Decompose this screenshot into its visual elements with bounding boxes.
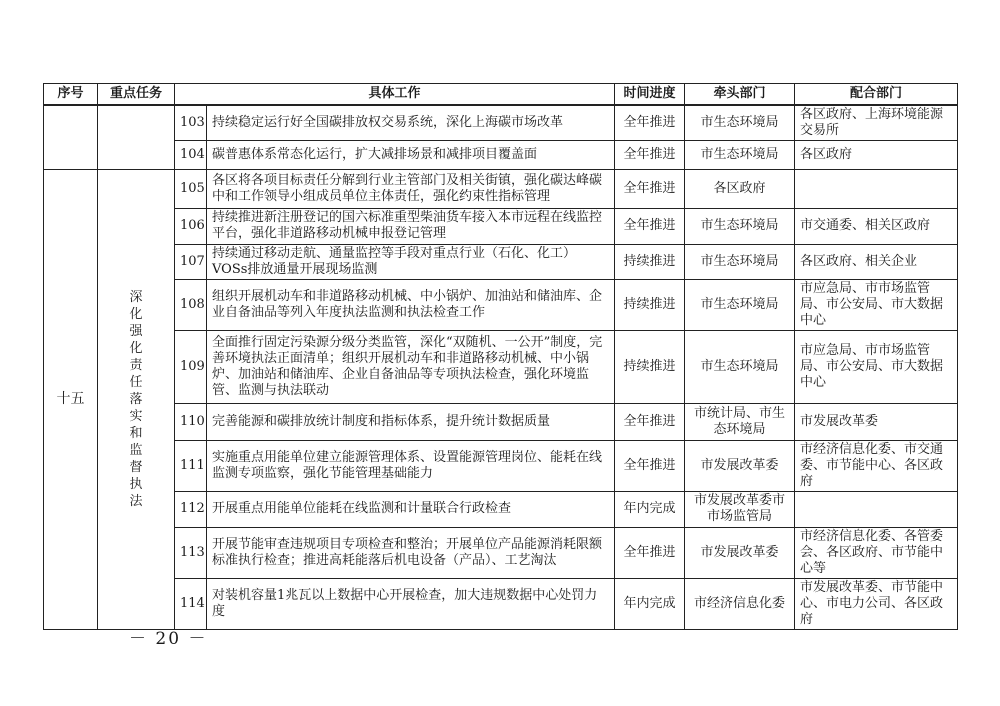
row-work: 组织开展机动车和非道路移动机械、中小锅炉、加油站和储油库、企业自备油品等列入年度执法监测和执法检查工作 — [207, 279, 615, 330]
row-id: 111 — [175, 440, 207, 491]
table-row — [44, 330, 958, 403]
row-id: 105 — [175, 169, 207, 208]
row-work: 开展重点用能单位能耗在线监测和计量联合行政检查 — [207, 491, 615, 527]
section-task — [98, 169, 175, 629]
table-row — [44, 578, 958, 629]
page-number: － 20 － — [129, 629, 208, 649]
row-work: 实施重点用能单位建立能源管理体系、设置能源管理岗位、能耗在线监测专项监察，强化节能管理基础能力 — [207, 440, 615, 491]
header-num: 序号 — [44, 84, 98, 105]
row-partner: 市发展改革委、市节能中心、市电力公司、各区政府 — [795, 578, 958, 629]
row-id: 104 — [175, 140, 207, 169]
row-time: 全年推进 — [615, 105, 685, 141]
header-task: 重点任务 — [98, 84, 175, 105]
row-partner: 各区政府、相关企业 — [795, 244, 958, 279]
row-work: 对装机容量1兆瓦以上数据中心开展检查，加大违规数据中心处罚力度 — [207, 578, 615, 629]
row-work: 持续推进新注册登记的国六标准重型柴油货车接入本市远程在线监控平台，强化非道路移动机械申报登记管理 — [207, 208, 615, 244]
row-id: 106 — [175, 208, 207, 244]
row-work: 全面推行固定污染源分级分类监管，深化“双随机、一公开”制度，完善环境执法正面清单；组织开展机动车和非道路移动机械、中小锅炉、加油站和储油库、企业自备油品等专项执法检查，强化环境监管、监测与执法联动 — [207, 330, 615, 403]
section-seq — [44, 169, 98, 629]
table-row — [44, 279, 958, 330]
row-id: 109 — [175, 330, 207, 403]
row-lead: 市生态环境局 — [685, 140, 795, 169]
row-partner: 市应急局、市市场监管局、市公安局、市大数据中心 — [795, 330, 958, 403]
row-time: 全年推进 — [615, 169, 685, 208]
task-cell-empty — [98, 105, 175, 170]
row-work: 完善能源和碳排放统计制度和指标体系，提升统计数据质量 — [207, 403, 615, 440]
row-lead: 市生态环境局 — [685, 279, 795, 330]
row-lead: 市生态环境局 — [685, 105, 795, 141]
row-time: 年内完成 — [615, 578, 685, 629]
table-row — [44, 244, 958, 279]
table-row — [44, 527, 958, 578]
table-row — [44, 491, 958, 527]
row-id: 107 — [175, 244, 207, 279]
row-id: 112 — [175, 491, 207, 527]
row-id: 113 — [175, 527, 207, 578]
row-lead: 市统计局、市生态环境局 — [685, 403, 795, 440]
section-seq-label: 十五 — [56, 390, 85, 407]
row-lead: 市生态环境局 — [685, 330, 795, 403]
row-partner: 市经济信息化委、各管委会、各区政府、市节能中心等 — [795, 527, 958, 578]
header-time: 时间进度 — [615, 84, 685, 105]
row-time: 持续推进 — [615, 279, 685, 330]
row-partner: 各区政府、上海环境能源交易所 — [795, 105, 958, 141]
table-row — [44, 140, 958, 169]
row-time: 持续推进 — [615, 330, 685, 403]
row-partner — [795, 169, 958, 208]
row-partner: 市应急局、市市场监管局、市公安局、市大数据中心 — [795, 279, 958, 330]
row-partner: 市交通委、相关区政府 — [795, 208, 958, 244]
row-time: 持续推进 — [615, 244, 685, 279]
row-lead: 市发展改革委 — [685, 527, 795, 578]
table-row — [44, 440, 958, 491]
seq-cell-empty — [44, 105, 98, 170]
row-partner: 市发展改革委 — [795, 403, 958, 440]
row-id: 108 — [175, 279, 207, 330]
row-time: 全年推进 — [615, 527, 685, 578]
row-partner: 各区政府 — [795, 140, 958, 169]
row-work: 持续通过移动走航、通量监控等手段对重点行业（石化、化工）VOSs排放通量开展现场监测 — [207, 244, 615, 279]
row-time: 全年推进 — [615, 403, 685, 440]
header-partner: 配合部门 — [795, 84, 958, 105]
row-id: 114 — [175, 578, 207, 629]
row-lead: 市发展改革委 — [685, 440, 795, 491]
row-lead: 市发展改革委市市场监管局 — [685, 491, 795, 527]
row-work: 持续稳定运行好全国碳排放权交易系统，深化上海碳市场改革 — [207, 105, 615, 141]
section-task-label: 深化强化责任落实和监督执法 — [129, 289, 143, 509]
row-time: 全年推进 — [615, 140, 685, 169]
row-id: 110 — [175, 403, 207, 440]
row-partner — [795, 491, 958, 527]
row-partner: 市经济信息化委、市交通委、市节能中心、各区政府 — [795, 440, 958, 491]
row-time: 全年推进 — [615, 440, 685, 491]
header-lead: 牵头部门 — [685, 84, 795, 105]
row-work: 各区将各项目标责任分解到行业主管部门及相关街镇，强化碳达峰碳中和工作领导小组成员单位主体责任，强化约束性指标管理 — [207, 169, 615, 208]
row-work: 开展节能审查违规项目专项检查和整治；开展单位产品能源消耗限额标准执行检查；推进高耗能落后机电设备（产品）、工艺淘汰 — [207, 527, 615, 578]
row-lead: 市生态环境局 — [685, 208, 795, 244]
row-lead: 各区政府 — [685, 169, 795, 208]
header-work: 具体工作 — [175, 84, 615, 105]
table-row — [44, 208, 958, 244]
table-header-row — [44, 84, 958, 105]
row-work: 碳普惠体系常态化运行，扩大减排场景和减排项目覆盖面 — [207, 140, 615, 169]
row-id: 103 — [175, 105, 207, 141]
table-row — [44, 169, 958, 208]
table-row — [44, 105, 958, 141]
table-row — [44, 403, 958, 440]
row-time: 全年推进 — [615, 208, 685, 244]
task-table — [43, 83, 958, 630]
row-time: 年内完成 — [615, 491, 685, 527]
row-lead: 市生态环境局 — [685, 244, 795, 279]
row-lead: 市经济信息化委 — [685, 578, 795, 629]
